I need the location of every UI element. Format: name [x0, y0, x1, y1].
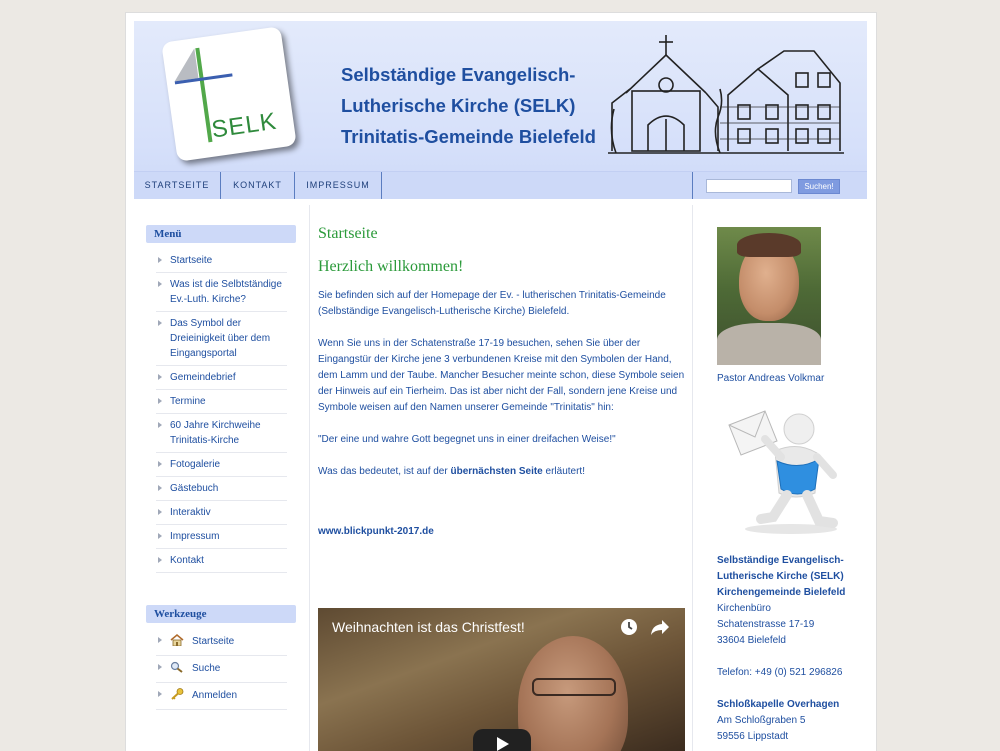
bullet-icon [158, 509, 162, 515]
tools-title: Werkzeuge [146, 605, 296, 623]
play-button[interactable] [473, 729, 531, 751]
photo-shirt [717, 323, 821, 365]
contact-org-line-2: Lutherische Kirche (SELK) [717, 571, 844, 582]
menu-item-kirchweihe[interactable] [156, 414, 287, 453]
bullet-icon [158, 533, 162, 539]
nav-startseite[interactable]: STARTSEITE [134, 172, 221, 199]
search-input[interactable] [706, 179, 792, 193]
logo-cross-vertical [195, 48, 212, 143]
menu-item-label: Startseite [170, 255, 213, 266]
bullet-icon [158, 461, 162, 467]
pastor-caption: Pastor Andreas Volkmar [717, 373, 825, 384]
site-title-line-1: Selbständige Evangelisch- [341, 64, 576, 85]
menu-item-gaestebuch[interactable] [156, 477, 287, 501]
bullet-icon [158, 320, 162, 326]
menu-item-startseite[interactable] [156, 249, 287, 273]
tool-item-label: Anmelden [192, 690, 238, 701]
logo-text: SELK [209, 107, 279, 144]
menu-item-interaktiv[interactable] [156, 501, 287, 525]
selk-logo[interactable] [161, 26, 297, 162]
key-icon [170, 688, 184, 700]
symbol-paragraph: Wenn Sie uns in der Schatenstraße 17-19 besuchen, sehen Sie über der Eingangstür der Kirche jene 3 verbundenen Kreise mit den Symbolen der Hand, dem Lamm und der Taube. Mancher Besucher meinte schon, diese Symbole seien der Hinweis auf ein Tierheim. Das ist aber nicht der Fall, sondern jene Kreise und Symbole weisen auf den Namen unserer Gemeinde "Trinitatis" hin: [318, 338, 685, 413]
tools-list [156, 629, 296, 710]
bullet-icon [158, 637, 162, 643]
menu-item-label: Gästebuch [170, 483, 219, 494]
quote-paragraph: "Der eine und wahre Gott begegnet uns in einer dreifachen Weise!" [318, 434, 616, 445]
intro-paragraph: Sie befinden sich auf der Homepage der Ev. - lutherischen Trinitatis-Gemeinde (Selbständige Evangelisch-Lutherische Kirche) Bielefeld. [318, 290, 666, 317]
tool-item-label: Startseite [192, 636, 235, 647]
bullet-icon [158, 257, 162, 263]
next-page-paragraph [318, 464, 688, 480]
home-icon [170, 634, 184, 646]
bullet-icon [158, 557, 162, 563]
bullet-icon [158, 281, 162, 287]
video-title[interactable]: Weihnachten ist das Christfest! [332, 619, 525, 635]
navbar-divider [692, 172, 693, 199]
bullet-icon [158, 664, 162, 670]
main-content [318, 222, 688, 556]
site-header [134, 21, 867, 198]
video-embed[interactable] [318, 608, 685, 751]
magnifier-icon [170, 661, 184, 673]
video-thumbnail-glasses [532, 678, 616, 696]
next-page-text-before: Was das bedeutet, ist auf der [318, 466, 451, 477]
site-title-line-2: Lutherische Kirche (SELK) [341, 95, 576, 116]
bullet-icon [158, 691, 162, 697]
contact-city: 33604 Bielefeld [717, 635, 786, 646]
contact-org-line-1: Selbständige Evangelisch- [717, 555, 844, 566]
contact-office: Kirchenbüro [717, 603, 771, 614]
menu-item-label: Impressum [170, 531, 220, 542]
menu-item-label: Was ist die Selbtständige Ev.-Luth. Kirche? [170, 279, 282, 305]
column-divider-right [692, 205, 693, 751]
menu-item-gemeindebrief[interactable] [156, 366, 287, 390]
photo-hair [737, 233, 801, 257]
contact-spacer [717, 681, 857, 697]
play-icon [473, 729, 531, 751]
menu-item-kontakt[interactable] [156, 549, 287, 573]
right-sidebar [717, 227, 857, 745]
menu-item-label: Das Symbol der Dreieinigkeit über dem Eingangsportal [170, 318, 271, 359]
welcome-heading: Herzlich willkommen! [318, 258, 464, 275]
blickpunkt-paragraph [318, 524, 688, 540]
contact-block [717, 553, 857, 745]
mail-figure-image [721, 405, 851, 535]
menu-item-impressum[interactable] [156, 525, 287, 549]
tool-item-suche[interactable] [156, 656, 287, 683]
site-title [341, 59, 611, 152]
menu-item-label: Kontakt [170, 555, 204, 566]
menu-list [156, 249, 296, 573]
contact-street: Schatenstrasse 17-19 [717, 619, 815, 630]
church-drawing [608, 33, 844, 163]
tool-item-label: Suche [192, 663, 221, 674]
blickpunkt-link[interactable]: www.blickpunkt-2017.de [318, 526, 434, 537]
share-icon[interactable] [650, 618, 670, 636]
bullet-icon [158, 398, 162, 404]
search-button[interactable]: Suchen! [798, 179, 840, 194]
tool-item-startseite[interactable] [156, 629, 287, 656]
chapel-city: 59556 Lippstadt [717, 731, 789, 742]
chapel-name: Schloßkapelle Overhagen [717, 699, 840, 710]
nav-kontakt[interactable]: KONTAKT [221, 172, 295, 199]
menu-item-label: Fotogalerie [170, 459, 221, 470]
contact-org-line-3: Kirchengemeinde Bielefeld [717, 587, 846, 598]
bullet-icon [158, 485, 162, 491]
menu-item-fotogalerie[interactable] [156, 453, 287, 477]
menu-item-selk[interactable] [156, 273, 287, 312]
menu-item-label: Termine [170, 396, 206, 407]
next-page-link[interactable]: übernächsten Seite [450, 466, 543, 477]
chapel-street: Am Schloßgraben 5 [717, 715, 806, 726]
left-sidebar [146, 225, 296, 710]
nav-impressum[interactable]: IMPRESSUM [295, 172, 382, 199]
main-navigation [134, 171, 867, 199]
menu-item-label: Interaktiv [170, 507, 211, 518]
contact-spacer [717, 649, 857, 665]
menu-title: Menü [146, 225, 296, 243]
menu-item-symbol[interactable] [156, 312, 287, 366]
tool-item-anmelden[interactable] [156, 683, 287, 710]
pastor-photo [717, 227, 821, 365]
contact-phone: Telefon: +49 (0) 521 296826 [717, 667, 843, 678]
menu-item-label: Gemeindebrief [170, 372, 236, 383]
watch-later-icon[interactable] [620, 618, 638, 636]
logo-triangle [171, 48, 199, 81]
next-page-text-after: erläutert! [542, 466, 585, 477]
page-title: Startseite [318, 225, 378, 242]
site-title-line-3: Trinitatis-Gemeinde Bielefeld [341, 126, 596, 147]
menu-item-termine[interactable] [156, 390, 287, 414]
column-divider-left [309, 205, 310, 751]
menu-item-label: 60 Jahre Kirchweihe Trinitatis-Kirche [170, 420, 261, 446]
bullet-icon [158, 422, 162, 428]
page [125, 12, 877, 751]
bullet-icon [158, 374, 162, 380]
